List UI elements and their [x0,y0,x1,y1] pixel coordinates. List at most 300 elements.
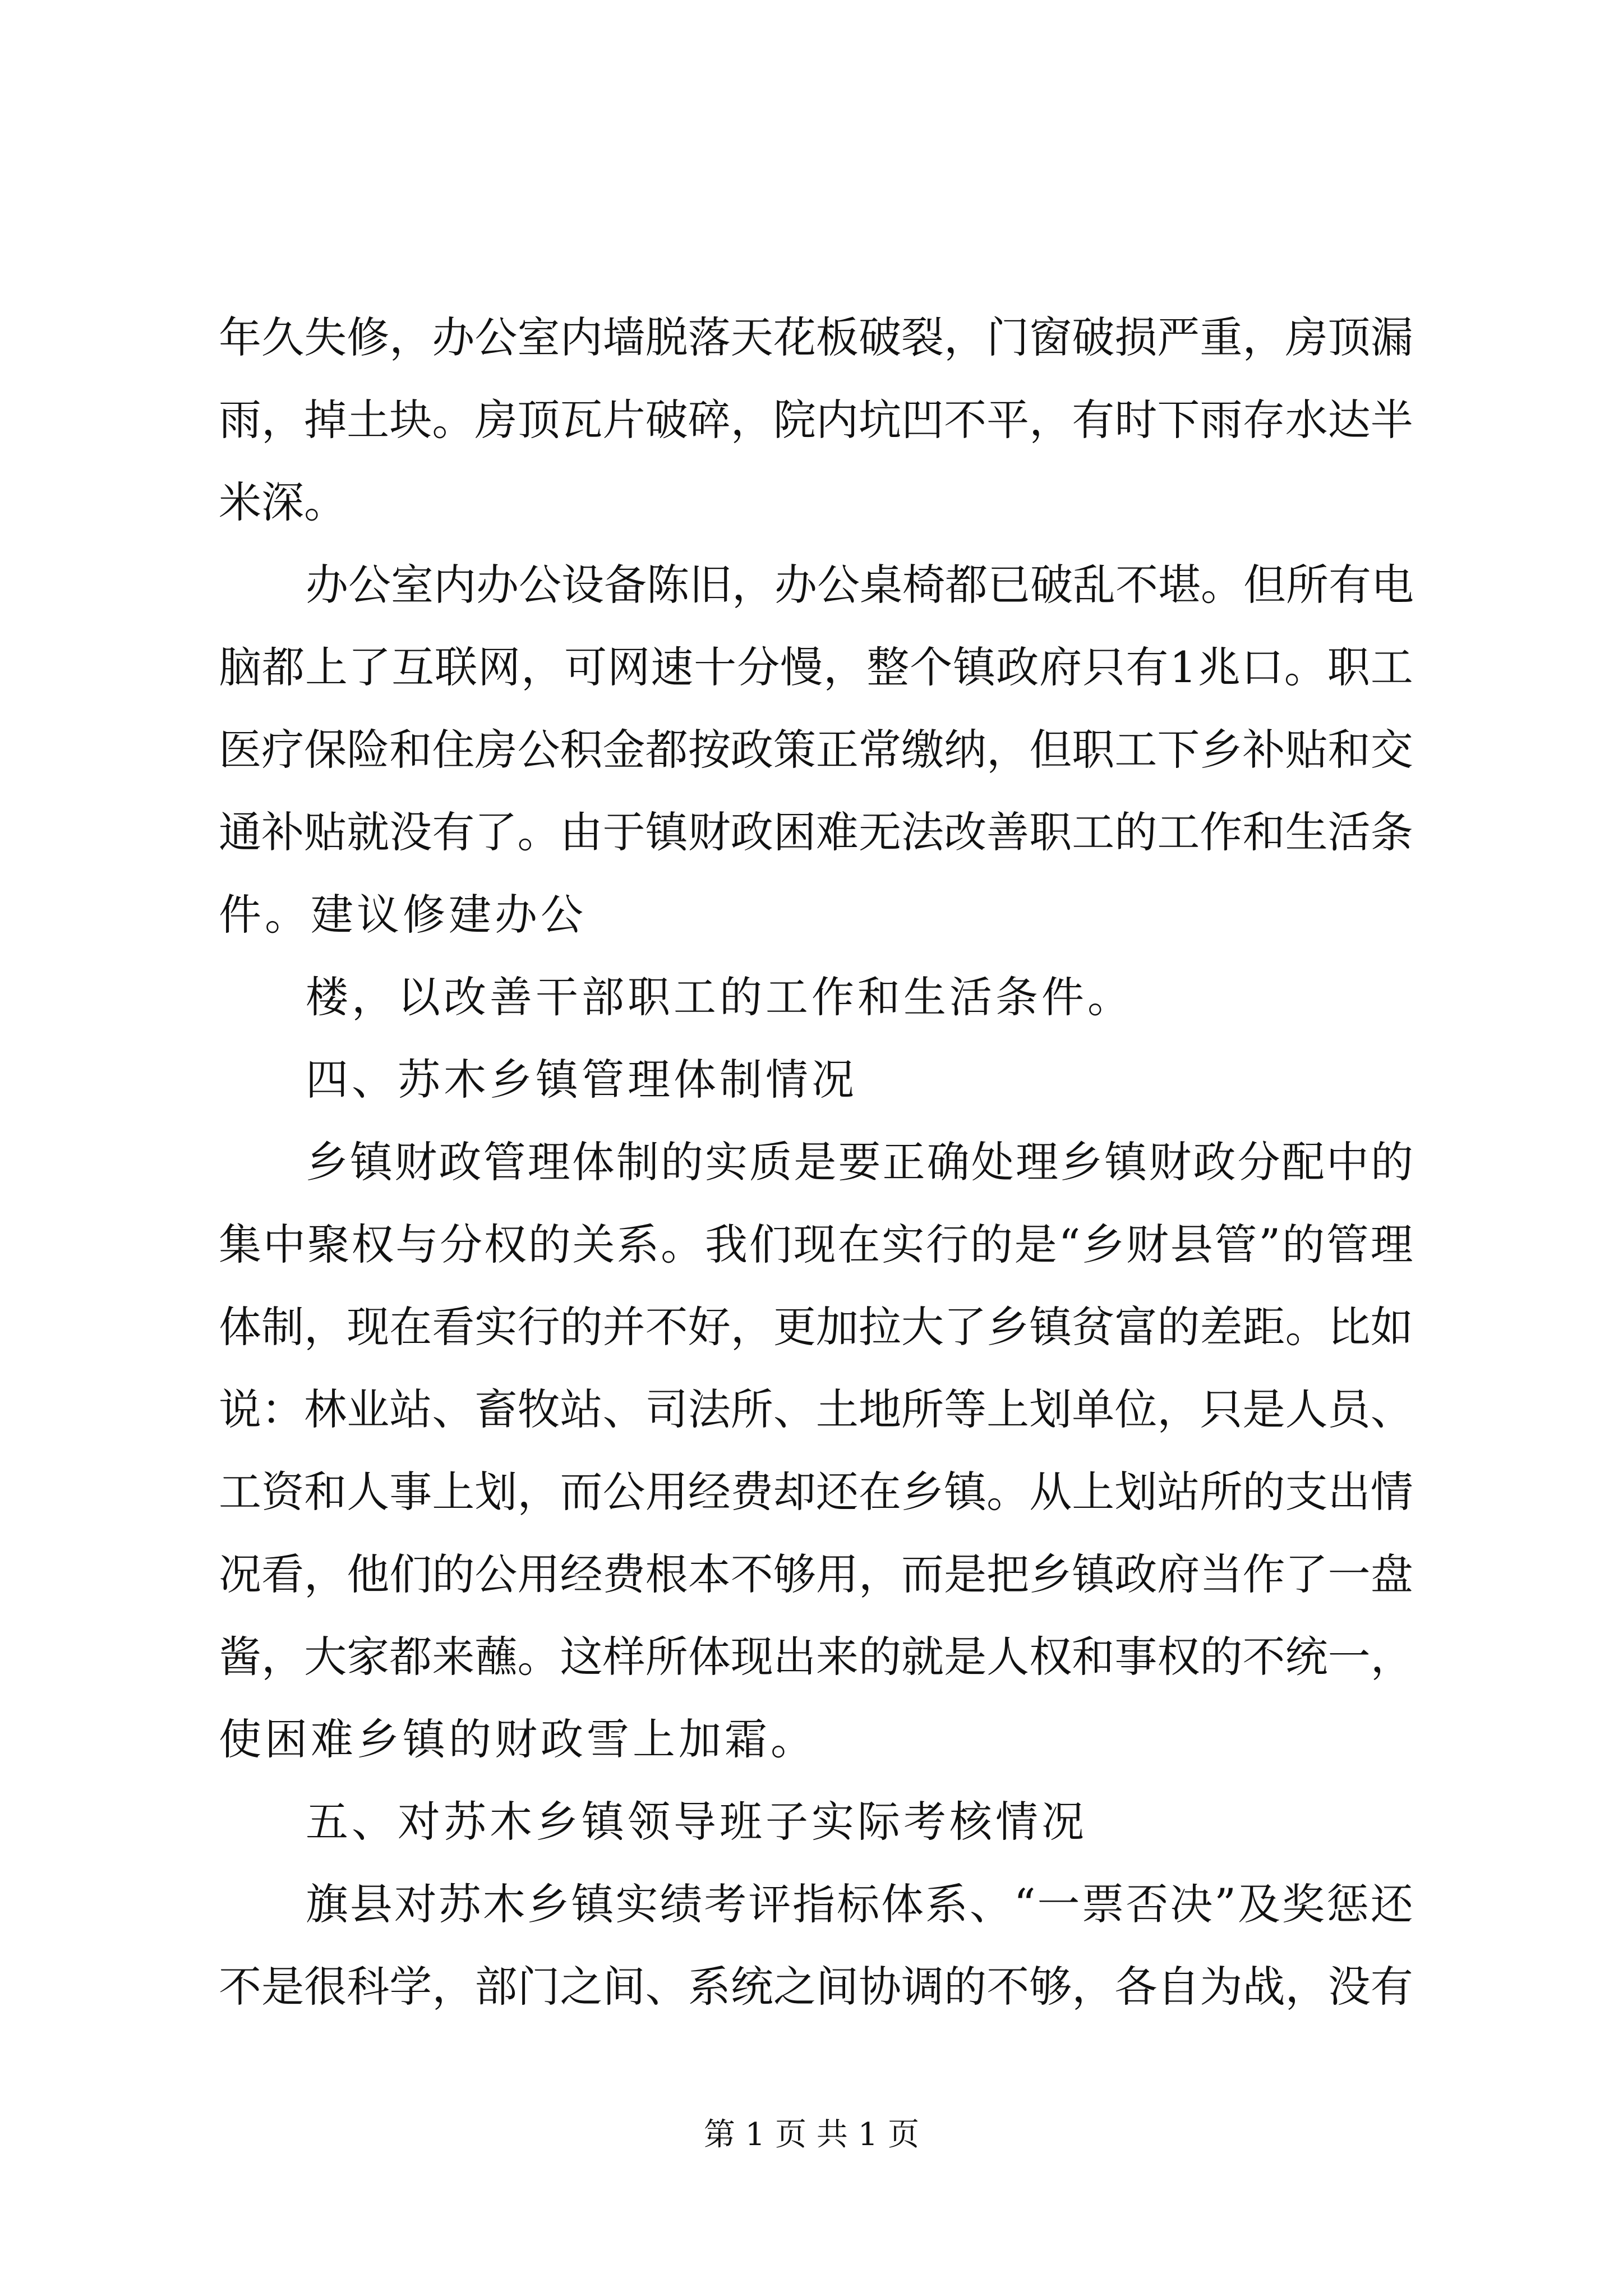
glyph: 的 [560,1302,603,1352]
glyph: 正 [815,725,859,775]
glyph: 办 [306,560,348,610]
glyph: 乡 [1082,1220,1125,1269]
glyph: 贴 [1285,725,1328,775]
glyph: 上 [986,1384,1030,1434]
text-line: 楼，以改善干部职工的工作和生活条件。 [306,972,1133,1022]
glyph: 支 [1285,1467,1328,1517]
glyph: 不 [1242,1632,1285,1682]
glyph: 都 [645,725,688,775]
glyph: 室 [391,560,434,610]
glyph: 不 [219,1962,261,2012]
glyph: 配 [1281,1137,1325,1187]
glyph: 政 [1114,1549,1158,1599]
glyph: 达 [1327,395,1371,445]
glyph: 、 [773,1384,816,1434]
glyph: ， [823,642,866,692]
glyph: 司 [645,1384,688,1434]
glyph: 有 [1126,642,1169,692]
glyph: 中 [262,1220,306,1269]
glyph: ， [730,395,773,445]
glyph: ， [1157,1384,1200,1434]
glyph: 补 [261,807,305,857]
glyph: 条 [1370,807,1413,857]
glyph: 费 [730,1467,773,1517]
glyph: 把 [986,1549,1030,1599]
glyph: 政 [730,807,773,857]
glyph: 政 [730,725,773,775]
glyph: 但 [1029,725,1072,775]
glyph: 缴 [901,725,944,775]
glyph: 修 [347,312,390,362]
glyph: 决 [1170,1879,1213,1929]
glyph: 却 [773,1467,816,1517]
glyph: 所 [645,1632,688,1682]
glyph: 严 [1157,312,1200,362]
glyph: 就 [347,807,390,857]
glyph: 中 [1326,1137,1369,1187]
glyph: 镇 [953,642,996,692]
glyph: 公 [348,560,391,610]
glyph: 系 [616,1220,660,1269]
glyph: 法 [901,807,944,857]
glyph: 用 [645,1467,688,1517]
glyph: 室 [517,312,560,362]
glyph: 住 [432,725,475,775]
glyph: 旧 [689,560,732,610]
glyph: 管 [1214,1220,1257,1269]
glyph: 的 [1114,807,1158,857]
glyph: 破 [858,312,901,362]
glyph: 很 [304,1962,347,2012]
glyph: 按 [688,725,731,775]
glyph: 现 [793,1220,836,1269]
glyph: 盘 [1370,1549,1413,1599]
glyph: 地 [858,1384,901,1434]
glyph: 是 [794,1137,837,1187]
glyph: 说 [219,1384,261,1434]
glyph: 职 [1327,642,1370,692]
glyph: 权 [1157,1632,1200,1682]
glyph: 和 [389,725,432,775]
glyph: 只 [1082,642,1126,692]
glyph: 一 [1327,1549,1371,1599]
glyph: 等 [944,1384,987,1434]
glyph: 生 [1285,807,1328,857]
glyph: 差 [1200,1302,1243,1352]
glyph: 资 [261,1467,305,1517]
glyph: 工 [219,1467,261,1517]
glyph: 县 [1170,1220,1213,1269]
glyph: 凹 [901,395,944,445]
glyph: 已 [988,560,1030,610]
glyph: 经 [560,1549,603,1599]
glyph: 不 [645,1302,688,1352]
glyph: 在 [837,1220,880,1269]
glyph: 而 [901,1549,944,1599]
glyph: 积 [560,725,603,775]
glyph: 统 [1285,1632,1328,1682]
glyph: 来 [432,1632,475,1682]
glyph: 。 [1201,560,1243,610]
glyph: 和 [1072,1632,1115,1682]
glyph: 行 [926,1220,969,1269]
glyph: 纳 [944,725,987,775]
glyph: ” [1258,1220,1281,1269]
glyph: 加 [815,1302,859,1352]
glyph: 脱 [645,312,688,362]
glyph: 工 [1072,807,1115,857]
glyph: 上 [1072,1467,1115,1517]
glyph: 上 [305,642,348,692]
glyph: 工 [1157,807,1200,857]
glyph: “ [1013,1879,1036,1929]
glyph: ， [517,1467,560,1517]
glyph: 是 [261,1962,305,2012]
glyph: 都 [389,1632,432,1682]
glyph: 这 [560,1632,603,1682]
glyph: 人 [986,1632,1030,1682]
glyph: ， [1072,1962,1115,2012]
glyph: 顶 [517,395,560,445]
glyph: 。 [517,807,560,857]
glyph: 人 [1285,1384,1328,1434]
glyph: 各 [1114,1962,1158,2012]
glyph: 酱 [219,1632,261,1682]
text-line [219,1302,1413,1352]
glyph: 片 [602,395,645,445]
glyph: 县 [349,1879,393,1929]
glyph: 失 [304,312,347,362]
glyph: 没 [389,807,432,857]
glyph: 善 [986,807,1030,857]
glyph: 门 [986,312,1030,362]
glyph: 间 [815,1962,859,2012]
glyph: 公 [474,312,518,362]
glyph: 为 [1200,1962,1243,2012]
glyph: 了 [348,642,391,692]
glyph: 损 [1114,312,1158,362]
glyph: 陈 [647,560,689,610]
glyph: 整 [866,642,910,692]
text-line [219,1632,1413,1682]
glyph: 我 [704,1220,748,1269]
glyph: 重 [1200,312,1243,362]
glyph: 比 [1327,1302,1371,1352]
glyph: 没 [1327,1962,1371,2012]
glyph: 乱 [1073,560,1115,610]
text-line [306,560,1414,610]
glyph: 贫 [1072,1302,1115,1352]
glyph: 和 [1327,725,1371,775]
glyph: 否 [1126,1879,1169,1929]
glyph: 惩 [1326,1879,1369,1929]
text-line [219,1467,1413,1517]
glyph: 体 [219,1302,261,1352]
glyph: 的 [1157,1302,1200,1352]
glyph: 工 [1370,642,1413,692]
glyph: 设 [561,560,604,610]
glyph: 的 [858,1632,901,1682]
glyph: 之 [560,1962,603,2012]
glyph: 了 [1285,1549,1328,1599]
glyph: 公 [817,560,860,610]
glyph: 站 [560,1384,603,1434]
glyph: 木 [482,1879,525,1929]
glyph: 体 [880,1879,924,1929]
glyph: 活 [1327,807,1371,857]
glyph: 堪 [1158,560,1201,610]
glyph: 在 [858,1467,901,1517]
glyph: 镇 [1029,1302,1072,1352]
glyph: 系 [688,1962,731,2012]
glyph: 通 [219,807,261,857]
glyph: ， [304,1302,347,1352]
glyph: 内 [560,312,603,362]
glyph: 所 [1286,560,1329,610]
glyph: 个 [910,642,953,692]
glyph: 房 [474,395,518,445]
glyph: 、 [969,1879,1012,1929]
glyph: 们 [749,1220,792,1269]
glyph: 体 [571,1137,615,1187]
glyph: 的 [1242,1467,1285,1517]
glyph: 行 [517,1302,560,1352]
glyph: 漏 [1370,312,1413,362]
text-line [219,1549,1413,1599]
glyph: 们 [389,1549,432,1599]
glyph: 土 [347,395,390,445]
glyph: 科 [347,1962,390,2012]
glyph: ： [261,1384,305,1434]
glyph: 出 [1327,1467,1371,1517]
glyph: 制 [261,1302,305,1352]
glyph: 镇 [944,1467,987,1517]
glyph: 办 [774,560,817,610]
glyph: 是 [1242,1384,1285,1434]
glyph: 对 [394,1879,437,1929]
glyph: 系 [925,1879,968,1929]
glyph: 大 [304,1632,347,1682]
glyph: ， [730,1302,773,1352]
glyph: 院 [773,395,816,445]
glyph: 窗 [1029,312,1072,362]
glyph: 了 [944,1302,987,1352]
glyph: 关 [572,1220,615,1269]
glyph: 是 [944,1632,987,1682]
glyph: 内 [434,560,476,610]
glyph: 兆 [1197,642,1241,692]
glyph: 当 [1200,1549,1243,1599]
glyph: 半 [1370,395,1413,445]
glyph: 从 [1029,1467,1072,1517]
glyph: 划 [1114,1467,1158,1517]
glyph: 财 [1126,1220,1169,1269]
glyph: 镇 [1104,1137,1147,1187]
glyph: 部 [474,1962,518,2012]
glyph: 分 [440,1220,483,1269]
glyph: 了 [474,807,518,857]
text-line: 使困难乡镇的财政雪上加霜。 [219,1714,817,1764]
glyph: 学 [389,1962,432,2012]
glyph: 乡 [1060,1137,1103,1187]
glyph: 蘸 [474,1632,518,1682]
glyph: 块 [389,395,432,445]
glyph: 管 [483,1137,526,1187]
glyph: 现 [347,1302,390,1352]
glyph: 贴 [304,807,347,857]
text-line [219,807,1413,857]
glyph: 与 [395,1220,439,1269]
glyph: 镇 [645,807,688,857]
glyph: 交 [1370,725,1413,775]
glyph: 顶 [1327,312,1371,362]
glyph: 分 [737,642,780,692]
glyph: 林 [304,1384,347,1434]
glyph: 平 [986,395,1030,445]
glyph: 富 [1114,1302,1158,1352]
glyph: 工 [1114,725,1158,775]
glyph: 电 [1371,560,1414,610]
glyph: 他 [347,1549,390,1599]
glyph: 由 [560,807,603,857]
glyph: 的 [528,1220,571,1269]
section-heading: 四、苏木乡镇管理体制情况 [306,1055,857,1105]
page-footer: 第 1 页 共 1 页 [703,2116,920,2153]
glyph: 花 [773,312,816,362]
glyph: 够 [773,1549,816,1599]
glyph: 人 [347,1467,390,1517]
glyph: 业 [347,1384,390,1434]
glyph: 确 [926,1137,970,1187]
glyph: 慢 [780,642,823,692]
glyph: 于 [602,807,645,857]
glyph: 奖 [1281,1879,1325,1929]
glyph: 水 [1285,395,1328,445]
glyph: 下 [1157,395,1200,445]
glyph: 破 [645,395,688,445]
glyph: 实 [474,1302,518,1352]
glyph: 瓦 [560,395,603,445]
glyph: 牧 [517,1384,560,1434]
glyph: 房 [474,725,518,775]
glyph: 不 [986,1962,1030,2012]
glyph: 裂 [901,312,944,362]
glyph: 速 [651,642,694,692]
glyph: 本 [688,1549,731,1599]
glyph: 互 [391,642,435,692]
glyph: ， [1285,1962,1328,2012]
glyph: 事 [1114,1632,1158,1682]
glyph: 上 [432,1467,475,1517]
glyph: 医 [219,725,261,775]
glyph: ， [1242,312,1285,362]
glyph: 久 [261,312,305,362]
text-line [219,395,1413,445]
glyph: 乡 [1200,725,1243,775]
glyph: 乡 [1029,1549,1072,1599]
glyph: 聚 [307,1220,350,1269]
glyph: 经 [688,1467,731,1517]
glyph: 内 [815,395,859,445]
glyph: 政 [439,1137,482,1187]
glyph: 备 [604,560,647,610]
glyph: 根 [645,1549,688,1599]
glyph: 镇 [350,1137,393,1187]
glyph: 。 [1285,1302,1328,1352]
glyph: 实 [882,1220,925,1269]
glyph: 用 [815,1549,859,1599]
glyph: 协 [858,1962,901,2012]
glyph: 、 [645,1962,688,2012]
glyph: 作 [1242,1549,1285,1599]
glyph: 处 [971,1137,1014,1187]
glyph: 位 [1114,1384,1158,1434]
glyph: 苏 [438,1879,481,1929]
glyph: 的 [1371,1137,1413,1187]
glyph: 十 [694,642,737,692]
glyph: 的 [970,1220,1013,1269]
glyph: 办 [476,560,519,610]
glyph: ， [944,312,987,362]
glyph: 样 [602,1632,645,1682]
glyph: 门 [517,1962,560,2012]
glyph: 分 [1237,1137,1280,1187]
glyph: 家 [347,1632,390,1682]
glyph: 不 [944,395,987,445]
glyph: 政 [1193,1137,1236,1187]
glyph: 指 [792,1879,836,1929]
glyph: ， [261,395,305,445]
glyph: 雨 [219,395,261,445]
glyph: 疗 [261,725,305,775]
glyph: 椅 [902,560,945,610]
glyph: 掉 [304,395,347,445]
glyph: 联 [435,642,478,692]
glyph: 站 [1157,1467,1200,1517]
glyph: 时 [1114,395,1158,445]
glyph: ， [858,1549,901,1599]
glyph: ” [1214,1879,1237,1929]
glyph: 1 [1169,642,1197,692]
glyph: 及 [1238,1879,1280,1929]
glyph: 公 [517,725,560,775]
glyph: 理 [1370,1220,1413,1269]
text-line [219,725,1413,775]
glyph: 。 [517,1632,560,1682]
glyph: 拉 [858,1302,901,1352]
glyph: ， [986,725,1030,775]
glyph: 所 [1200,1467,1243,1517]
glyph: 费 [602,1549,645,1599]
glyph: 单 [1072,1384,1115,1434]
glyph: 出 [773,1632,816,1682]
glyph: 票 [1081,1879,1124,1929]
glyph: 权 [351,1220,394,1269]
glyph: 坑 [858,395,901,445]
glyph: 镇 [1072,1549,1115,1599]
glyph: 之 [773,1962,816,2012]
glyph: 理 [527,1137,570,1187]
glyph: 用 [517,1549,560,1599]
text-line [306,1879,1413,1929]
glyph: 来 [815,1632,859,1682]
glyph: 绩 [660,1879,703,1929]
glyph: 只 [1200,1384,1243,1434]
glyph: 管 [1326,1220,1369,1269]
glyph: 理 [1016,1137,1058,1187]
glyph: 现 [730,1632,773,1682]
glyph: 畜 [474,1384,518,1434]
